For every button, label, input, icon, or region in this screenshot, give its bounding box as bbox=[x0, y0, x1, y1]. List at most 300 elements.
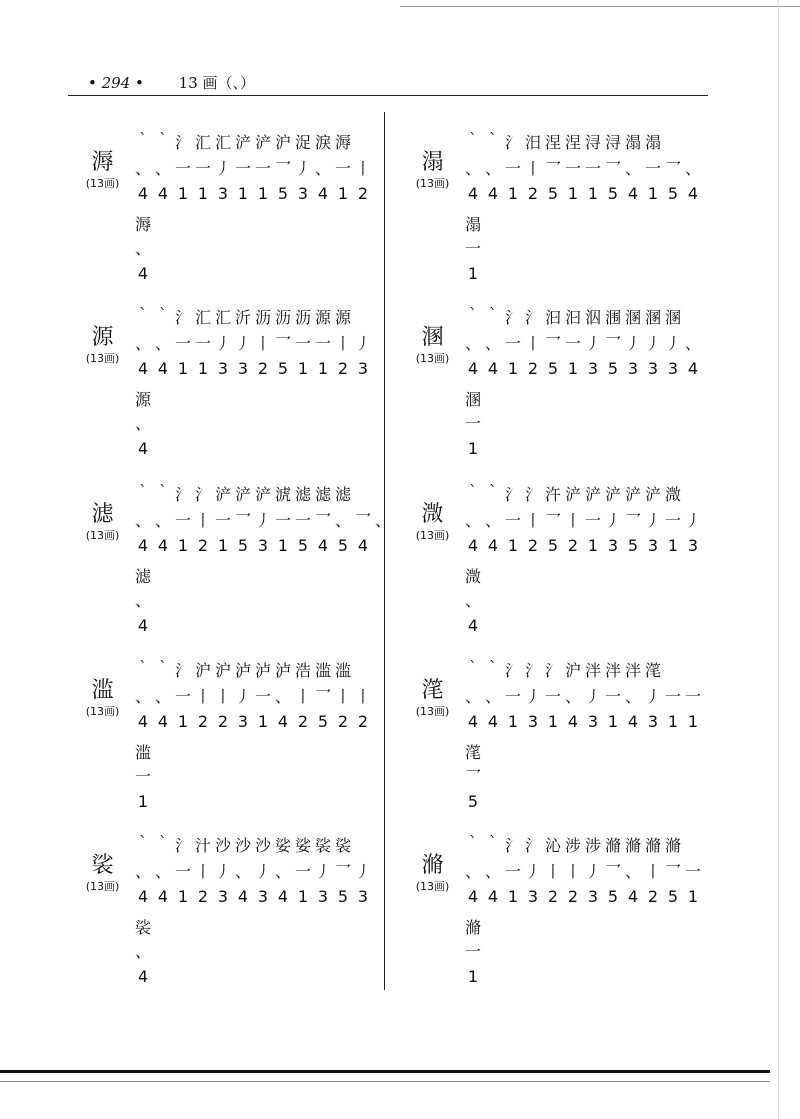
stroke-number: 1 bbox=[277, 536, 289, 555]
sequence-step: 溻 bbox=[624, 133, 641, 152]
final-stroke-number: 5 bbox=[467, 792, 479, 811]
stroke-shape: 乛 bbox=[624, 511, 641, 530]
sequence-step: 氵 bbox=[524, 308, 541, 327]
sequence-step: 滫 bbox=[644, 836, 661, 855]
stroke-shape: 丿 bbox=[644, 511, 661, 530]
stroke-shape: 丿 bbox=[254, 862, 271, 881]
stroke-number: 3 bbox=[217, 184, 229, 203]
final-character: 溦 bbox=[464, 567, 481, 586]
stroke-shape: 丿 bbox=[214, 159, 231, 178]
stroke-sequence-row bbox=[133, 482, 353, 508]
stroke-count-label: (13画) bbox=[85, 352, 120, 365]
sequence-step: 氵 bbox=[174, 661, 191, 680]
stroke-shape: 丨 bbox=[564, 511, 581, 530]
stroke-shape: 一 bbox=[564, 334, 581, 353]
stroke-number: 4 bbox=[157, 359, 169, 378]
sequence-step: 溷 bbox=[664, 308, 681, 327]
final-character: 滤 bbox=[134, 567, 151, 586]
stroke-number: 4 bbox=[137, 887, 149, 906]
stroke-number: 3 bbox=[317, 887, 329, 906]
sequence-step: 浩 bbox=[294, 661, 311, 680]
stroke-number: 1 bbox=[587, 184, 599, 203]
stroke-shape: 丿 bbox=[354, 862, 371, 881]
stroke-numbers-row bbox=[463, 712, 703, 738]
sequence-step: 滗 bbox=[644, 661, 661, 680]
character-entry bbox=[75, 833, 375, 1013]
stroke-shapes-row bbox=[463, 331, 703, 357]
stroke-shape: 丿 bbox=[254, 511, 271, 530]
stroke-number: 4 bbox=[277, 887, 289, 906]
sequence-step: 浐 bbox=[234, 133, 251, 152]
stroke-shapes-row bbox=[463, 508, 703, 534]
stroke-shape: 、 bbox=[154, 687, 171, 706]
stroke-number: 3 bbox=[647, 359, 659, 378]
stroke-shape: 、 bbox=[624, 159, 641, 178]
stroke-number: 2 bbox=[337, 359, 349, 378]
sequence-step: 沪 bbox=[564, 661, 581, 680]
stroke-shape: 乛 bbox=[544, 159, 561, 178]
stroke-number: 1 bbox=[647, 184, 659, 203]
sequence-step: ` bbox=[469, 305, 477, 324]
character-entry bbox=[405, 305, 705, 485]
stroke-number: 4 bbox=[487, 359, 499, 378]
stroke-shape: 、 bbox=[484, 511, 501, 530]
stroke-shape: 一 bbox=[644, 159, 661, 178]
stroke-shape: 丨 bbox=[294, 687, 311, 706]
stroke-count-label: (13画) bbox=[85, 880, 120, 893]
sequence-step: 滫 bbox=[624, 836, 641, 855]
stroke-number: 1 bbox=[237, 184, 249, 203]
character-entry bbox=[405, 130, 705, 310]
stroke-number: 1 bbox=[507, 184, 519, 203]
stroke-number: 5 bbox=[667, 184, 679, 203]
final-character: 溻 bbox=[464, 215, 481, 234]
stroke-shape: 丨 bbox=[194, 687, 211, 706]
stroke-sequence-row bbox=[133, 130, 353, 156]
sequence-step: 氵 bbox=[174, 485, 191, 504]
sequence-step: 氵 bbox=[174, 308, 191, 327]
stroke-shape: 一 bbox=[174, 862, 191, 881]
stroke-number: 4 bbox=[317, 184, 329, 203]
stroke-shape: 一 bbox=[684, 687, 701, 706]
stroke-number: 4 bbox=[467, 887, 479, 906]
sequence-step: 泮 bbox=[584, 661, 601, 680]
stroke-shape: 一 bbox=[504, 687, 521, 706]
stroke-number: 1 bbox=[197, 184, 209, 203]
sequence-step: 浐 bbox=[564, 485, 581, 504]
stroke-number: 1 bbox=[177, 712, 189, 731]
stroke-number: 5 bbox=[607, 887, 619, 906]
final-character: 滥 bbox=[134, 743, 151, 762]
stroke-shape: 丿 bbox=[584, 334, 601, 353]
stroke-shape: 、 bbox=[464, 334, 481, 353]
scan-edge-line bbox=[778, 0, 779, 1119]
stroke-number: 5 bbox=[547, 184, 559, 203]
stroke-shape: 、 bbox=[684, 334, 701, 353]
sequence-step: 氵 bbox=[524, 836, 541, 855]
stroke-number: 1 bbox=[547, 712, 559, 731]
final-stroke-number: 4 bbox=[137, 967, 149, 986]
stroke-number: 4 bbox=[627, 184, 639, 203]
sequence-step: 滫 bbox=[664, 836, 681, 855]
stroke-shape: 、 bbox=[484, 862, 501, 881]
sequence-step: ` bbox=[489, 130, 497, 149]
stroke-shapes-row bbox=[463, 156, 703, 182]
stroke-number: 4 bbox=[157, 887, 169, 906]
sequence-step: 沙 bbox=[234, 836, 251, 855]
stroke-number: 1 bbox=[177, 184, 189, 203]
stroke-number: 1 bbox=[507, 359, 519, 378]
stroke-shape: 丿 bbox=[664, 334, 681, 353]
stroke-number: 3 bbox=[217, 359, 229, 378]
stroke-shape: 丿 bbox=[584, 687, 601, 706]
stroke-number: 2 bbox=[197, 712, 209, 731]
sequence-step: 浐 bbox=[254, 133, 271, 152]
stroke-number: 2 bbox=[567, 887, 579, 906]
sequence-step: 溷 bbox=[644, 308, 661, 327]
stroke-number: 2 bbox=[217, 712, 229, 731]
sequence-step: 涅 bbox=[564, 133, 581, 152]
stroke-shape: 丿 bbox=[604, 511, 621, 530]
sequence-step: 淚 bbox=[314, 133, 331, 152]
stroke-shape: 一 bbox=[664, 511, 681, 530]
final-character: 溽 bbox=[134, 215, 151, 234]
sequence-step: 氵 bbox=[504, 485, 521, 504]
sequence-step: 浐 bbox=[624, 485, 641, 504]
stroke-shape: 乛 bbox=[354, 511, 371, 530]
sequence-step: 浐 bbox=[234, 485, 251, 504]
top-rule bbox=[400, 6, 800, 7]
sequence-step: 滫 bbox=[604, 836, 621, 855]
sequence-step: 溦 bbox=[664, 485, 681, 504]
sequence-step: 滥 bbox=[334, 661, 351, 680]
stroke-shapes-row bbox=[133, 684, 373, 710]
stroke-shape: 丨 bbox=[354, 687, 371, 706]
sequence-step: 浐 bbox=[254, 485, 271, 504]
stroke-shape: 一 bbox=[584, 159, 601, 178]
sequence-step: 沁 bbox=[544, 836, 561, 855]
stroke-number: 4 bbox=[467, 536, 479, 555]
stroke-number: 3 bbox=[587, 359, 599, 378]
sequence-step: 滥 bbox=[314, 661, 331, 680]
sequence-step: ` bbox=[159, 833, 167, 852]
stroke-shape: 乛 bbox=[544, 511, 561, 530]
sequence-step: 氵 bbox=[544, 661, 561, 680]
sequence-step: 浐 bbox=[644, 485, 661, 504]
stroke-shape: 乛 bbox=[274, 334, 291, 353]
stroke-number: 4 bbox=[467, 359, 479, 378]
sequence-step: 沥 bbox=[254, 308, 271, 327]
stroke-number: 3 bbox=[527, 712, 539, 731]
stroke-shape: 丿 bbox=[234, 687, 251, 706]
stroke-number: 4 bbox=[487, 887, 499, 906]
stroke-number: 2 bbox=[547, 887, 559, 906]
final-stroke: 、 bbox=[134, 942, 151, 961]
stroke-shape: 一 bbox=[334, 159, 351, 178]
stroke-number: 1 bbox=[667, 536, 679, 555]
sequence-step: 氵 bbox=[504, 661, 521, 680]
head-character: 裟 bbox=[91, 853, 114, 878]
sequence-step: 汨 bbox=[524, 133, 541, 152]
stroke-shape: 一 bbox=[194, 334, 211, 353]
stroke-number: 3 bbox=[257, 536, 269, 555]
stroke-number: 4 bbox=[687, 184, 699, 203]
stroke-shape: 丨 bbox=[254, 334, 271, 353]
sequence-step: 泸 bbox=[274, 661, 291, 680]
stroke-shape: 丨 bbox=[334, 334, 351, 353]
stroke-shapes-row bbox=[133, 331, 373, 357]
stroke-number: 3 bbox=[587, 712, 599, 731]
stroke-number: 5 bbox=[627, 536, 639, 555]
stroke-number: 1 bbox=[667, 712, 679, 731]
stroke-shape: 丿 bbox=[644, 334, 661, 353]
stroke-shape: 、 bbox=[464, 511, 481, 530]
stroke-number: 4 bbox=[237, 887, 249, 906]
stroke-shape: 丨 bbox=[354, 159, 371, 178]
stroke-shape: 、 bbox=[374, 511, 391, 530]
stroke-number: 3 bbox=[237, 359, 249, 378]
sequence-step: ` bbox=[139, 658, 147, 677]
stroke-number: 1 bbox=[507, 712, 519, 731]
stroke-shape: 乛 bbox=[314, 511, 331, 530]
sequence-step: 泮 bbox=[624, 661, 641, 680]
stroke-shape: 一 bbox=[604, 687, 621, 706]
sequence-step: ` bbox=[489, 482, 497, 501]
head-character: 滗 bbox=[421, 678, 444, 703]
stroke-number: 2 bbox=[527, 184, 539, 203]
sequence-step: ` bbox=[159, 305, 167, 324]
stroke-shape: 、 bbox=[274, 862, 291, 881]
sequence-step: ` bbox=[489, 658, 497, 677]
stroke-number: 4 bbox=[137, 712, 149, 731]
stroke-shape: 丿 bbox=[314, 862, 331, 881]
stroke-number: 4 bbox=[567, 712, 579, 731]
stroke-shape: 、 bbox=[154, 511, 171, 530]
stroke-shape: 、 bbox=[464, 862, 481, 881]
stroke-shapes-row bbox=[463, 684, 703, 710]
sequence-step: ` bbox=[159, 482, 167, 501]
stroke-sequence-row bbox=[133, 658, 353, 684]
stroke-shape: 、 bbox=[464, 159, 481, 178]
stroke-shape: 一 bbox=[254, 159, 271, 178]
page-number: • 294 • bbox=[88, 74, 144, 92]
stroke-shape: 丨 bbox=[564, 862, 581, 881]
sequence-step: ` bbox=[489, 305, 497, 324]
sequence-step: 涅 bbox=[544, 133, 561, 152]
stroke-number: 4 bbox=[277, 712, 289, 731]
sequence-step: 娑 bbox=[274, 836, 291, 855]
stroke-shape: 丨 bbox=[194, 862, 211, 881]
stroke-number: 3 bbox=[357, 359, 369, 378]
stroke-shape: 、 bbox=[564, 687, 581, 706]
head-character: 溦 bbox=[421, 502, 444, 527]
stroke-shape: 丿 bbox=[214, 334, 231, 353]
final-stroke: 一 bbox=[464, 942, 481, 961]
stroke-shapes-row bbox=[133, 859, 373, 885]
section-title: 13 画（、） bbox=[178, 74, 256, 92]
sequence-step: 汇 bbox=[214, 308, 231, 327]
stroke-shape: 丿 bbox=[524, 687, 541, 706]
sequence-step: 泮 bbox=[604, 661, 621, 680]
stroke-number: 4 bbox=[137, 359, 149, 378]
stroke-shape: 一 bbox=[564, 159, 581, 178]
stroke-number: 3 bbox=[257, 887, 269, 906]
stroke-shape: 丿 bbox=[644, 687, 661, 706]
stroke-shape: 、 bbox=[154, 862, 171, 881]
stroke-shape: 丨 bbox=[334, 687, 351, 706]
sequence-step: 汻 bbox=[544, 485, 561, 504]
head-character: 源 bbox=[91, 325, 114, 350]
sequence-step: 浞 bbox=[294, 133, 311, 152]
stroke-shape: 乛 bbox=[664, 159, 681, 178]
stroke-number: 2 bbox=[357, 184, 369, 203]
stroke-number: 4 bbox=[627, 887, 639, 906]
final-character: 溷 bbox=[464, 390, 481, 409]
stroke-shape: 一 bbox=[234, 159, 251, 178]
stroke-shape: 一 bbox=[314, 334, 331, 353]
final-stroke: 一 bbox=[464, 414, 481, 433]
stroke-shape: 、 bbox=[154, 159, 171, 178]
sequence-step: 溻 bbox=[644, 133, 661, 152]
stroke-number: 1 bbox=[507, 887, 519, 906]
sequence-step: 浔 bbox=[604, 133, 621, 152]
stroke-number: 1 bbox=[507, 536, 519, 555]
stroke-number: 1 bbox=[257, 184, 269, 203]
sequence-step: 沙 bbox=[214, 836, 231, 855]
stroke-number: 4 bbox=[487, 184, 499, 203]
sequence-step: ` bbox=[469, 482, 477, 501]
stroke-shape: 乛 bbox=[274, 159, 291, 178]
sequence-step: ` bbox=[469, 833, 477, 852]
stroke-shape: 乛 bbox=[334, 862, 351, 881]
stroke-number: 1 bbox=[687, 887, 699, 906]
stroke-number: 2 bbox=[527, 536, 539, 555]
stroke-sequence-row bbox=[133, 305, 353, 331]
column-divider bbox=[384, 112, 385, 990]
stroke-shape: 丿 bbox=[584, 862, 601, 881]
stroke-number: 1 bbox=[177, 359, 189, 378]
stroke-shapes-row bbox=[463, 859, 703, 885]
stroke-shape: 一 bbox=[664, 687, 681, 706]
sequence-step: ` bbox=[159, 130, 167, 149]
sequence-step: 浔 bbox=[584, 133, 601, 152]
stroke-numbers-row bbox=[133, 359, 373, 385]
stroke-shape: 丨 bbox=[544, 862, 561, 881]
sequence-step: 溷 bbox=[624, 308, 641, 327]
final-character: 裟 bbox=[134, 918, 151, 937]
stroke-number: 5 bbox=[547, 359, 559, 378]
stroke-number: 5 bbox=[237, 536, 249, 555]
stroke-shape: 丿 bbox=[624, 334, 641, 353]
stroke-shape: 乛 bbox=[234, 511, 251, 530]
stroke-number: 4 bbox=[467, 184, 479, 203]
stroke-shape: 丿 bbox=[214, 862, 231, 881]
stroke-shape: 乛 bbox=[544, 334, 561, 353]
sequence-step: 涉 bbox=[564, 836, 581, 855]
stroke-shape: 丿 bbox=[294, 159, 311, 178]
sequence-step: ` bbox=[469, 130, 477, 149]
sequence-step: 泅 bbox=[584, 308, 601, 327]
character-entry bbox=[75, 482, 391, 662]
sequence-step: 涉 bbox=[584, 836, 601, 855]
stroke-number: 5 bbox=[337, 536, 349, 555]
sequence-step: 滤 bbox=[294, 485, 311, 504]
sequence-step: 汩 bbox=[564, 308, 581, 327]
character-entry bbox=[405, 658, 705, 838]
stroke-shape: 丨 bbox=[194, 511, 211, 530]
stroke-count-label: (13画) bbox=[415, 705, 450, 718]
stroke-shape: 丨 bbox=[524, 511, 541, 530]
stroke-number: 1 bbox=[337, 184, 349, 203]
sequence-step: 氵 bbox=[504, 133, 521, 152]
stroke-shape: 一 bbox=[214, 511, 231, 530]
header-rule bbox=[68, 95, 708, 96]
sequence-step: 泸 bbox=[254, 661, 271, 680]
sequence-step: 氵 bbox=[504, 836, 521, 855]
head-character: 溽 bbox=[91, 150, 114, 175]
final-character: 源 bbox=[134, 390, 151, 409]
stroke-shape: 一 bbox=[544, 687, 561, 706]
final-stroke: 、 bbox=[134, 239, 151, 258]
character-entry bbox=[75, 305, 375, 485]
stroke-count-label: (13画) bbox=[85, 529, 120, 542]
sequence-step: 溽 bbox=[334, 133, 351, 152]
final-stroke-number: 1 bbox=[137, 792, 149, 811]
stroke-numbers-row bbox=[133, 712, 373, 738]
stroke-shape: 、 bbox=[134, 159, 151, 178]
head-character: 滥 bbox=[91, 678, 114, 703]
stroke-shape: 乛 bbox=[604, 862, 621, 881]
stroke-number: 3 bbox=[237, 712, 249, 731]
sequence-step: ` bbox=[469, 658, 477, 677]
stroke-sequence-row bbox=[463, 130, 663, 156]
stroke-number: 1 bbox=[567, 359, 579, 378]
head-character: 溷 bbox=[421, 325, 444, 350]
stroke-number: 1 bbox=[687, 712, 699, 731]
sequence-step: 沪 bbox=[214, 661, 231, 680]
stroke-number: 4 bbox=[157, 536, 169, 555]
sequence-step: ` bbox=[139, 482, 147, 501]
sequence-step: 沥 bbox=[294, 308, 311, 327]
stroke-numbers-row bbox=[463, 536, 703, 562]
sequence-step: 源 bbox=[314, 308, 331, 327]
stroke-shape: 丨 bbox=[644, 862, 661, 881]
stroke-number: 5 bbox=[667, 887, 679, 906]
stroke-shape: 一 bbox=[294, 862, 311, 881]
stroke-number: 4 bbox=[157, 184, 169, 203]
sequence-step: ` bbox=[489, 833, 497, 852]
stroke-shape: 、 bbox=[484, 334, 501, 353]
stroke-shape: 、 bbox=[134, 334, 151, 353]
stroke-number: 2 bbox=[197, 887, 209, 906]
sequence-step: 浐 bbox=[214, 485, 231, 504]
stroke-count-label: (13画) bbox=[415, 352, 450, 365]
stroke-shape: 丿 bbox=[234, 334, 251, 353]
stroke-number: 1 bbox=[177, 536, 189, 555]
stroke-number: 1 bbox=[567, 184, 579, 203]
stroke-numbers-row bbox=[133, 887, 373, 913]
stroke-sequence-row bbox=[463, 658, 663, 684]
sequence-step: 汁 bbox=[194, 836, 211, 855]
stroke-shape: 乛 bbox=[664, 862, 681, 881]
sequence-step: ` bbox=[159, 658, 167, 677]
sequence-step: 裟 bbox=[314, 836, 331, 855]
stroke-number: 4 bbox=[357, 536, 369, 555]
stroke-number: 1 bbox=[317, 359, 329, 378]
stroke-number: 1 bbox=[257, 712, 269, 731]
stroke-numbers-row bbox=[463, 359, 703, 385]
stroke-number: 5 bbox=[547, 536, 559, 555]
